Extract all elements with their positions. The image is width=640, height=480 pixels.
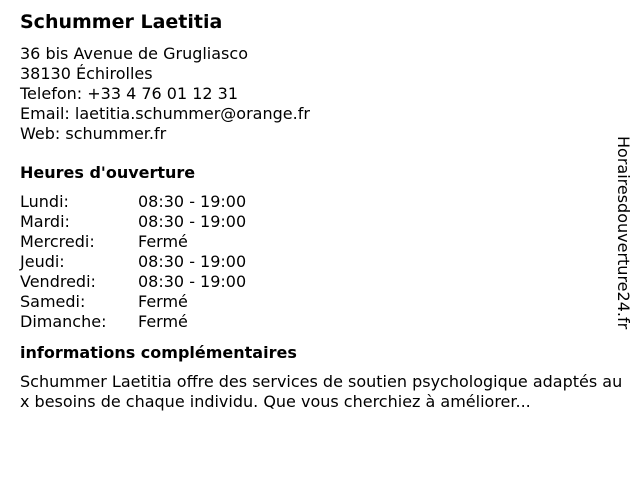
- hours-row-tuesday: [20, 212, 610, 232]
- hours-row-monday: [20, 192, 610, 212]
- address-line-2: 38130 Échirolles: [20, 64, 153, 83]
- hours-time: 08:30 - 19:00: [138, 192, 247, 211]
- opening-hours-list: [20, 192, 610, 332]
- business-description: Schummer Laetitia offre des services de soutien psychologique adaptés aux besoins de chaque individu. Que vous cherchiez à améliorer...: [20, 372, 623, 411]
- hours-day: Dimanche:: [20, 312, 107, 331]
- web-line: Web: schummer.fr: [20, 124, 167, 143]
- hours-row-wednesday: [20, 232, 610, 252]
- hours-day: Mardi:: [20, 212, 70, 231]
- business-card: [20, 8, 623, 412]
- hours-time: 08:30 - 19:00: [138, 252, 247, 271]
- hours-row-thursday: [20, 252, 610, 272]
- hours-day: Lundi:: [20, 192, 69, 211]
- hours-day: Samedi:: [20, 292, 86, 311]
- hours-time: Fermé: [138, 292, 188, 311]
- hours-row-saturday: [20, 292, 610, 312]
- hours-day: Vendredi:: [20, 272, 96, 291]
- opening-hours-heading: Heures d'ouverture: [20, 163, 196, 182]
- hours-time: 08:30 - 19:00: [138, 272, 247, 291]
- phone-line: Telefon: +33 4 76 01 12 31: [20, 84, 239, 103]
- business-name: Schummer Laetitia: [20, 11, 223, 33]
- hours-day: Jeudi:: [20, 252, 65, 271]
- hours-time: Fermé: [138, 232, 188, 251]
- site-watermark: Horairesdouverture24.fr: [614, 136, 633, 330]
- email-line: Email: laetitia.schummer@orange.fr: [20, 104, 310, 123]
- additional-info-heading: informations complémentaires: [20, 343, 297, 362]
- address-line-1: 36 bis Avenue de Grugliasco: [20, 44, 248, 63]
- hours-row-sunday: [20, 312, 610, 332]
- hours-row-friday: [20, 272, 610, 292]
- hours-time: 08:30 - 19:00: [138, 212, 247, 231]
- hours-day: Mercredi:: [20, 232, 95, 251]
- hours-time: Fermé: [138, 312, 188, 331]
